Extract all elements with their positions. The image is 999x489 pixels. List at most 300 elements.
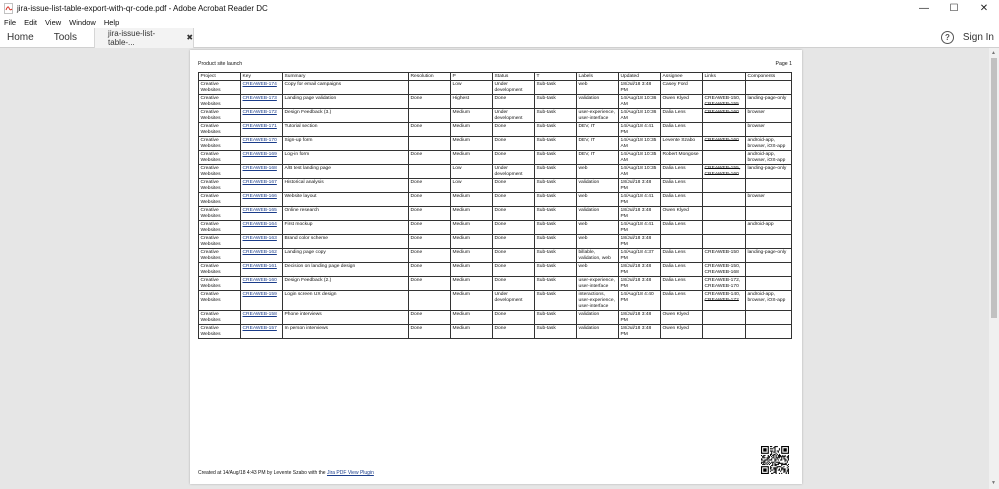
cell-components: browser	[746, 123, 792, 137]
cell-resolution: Done	[409, 95, 451, 109]
acrobat-pdf-icon	[4, 3, 14, 14]
issue-key-link[interactable]: CREAWEB-168	[242, 165, 277, 171]
cell-summary: Login screen UX design	[283, 291, 409, 311]
cell-summary: First mockup	[283, 221, 409, 235]
cell-updated: 14/Aug/18 4:41 PM	[619, 221, 661, 235]
home-link[interactable]: Home	[7, 32, 34, 43]
cell-links	[703, 151, 746, 165]
cell-t: Sub-task	[535, 249, 577, 263]
cell-t: Sub-task	[535, 151, 577, 165]
cell-links	[703, 235, 746, 249]
footer-text: Created at 14/Aug/18 4:43 PM by Levente Szabo with the	[198, 470, 327, 476]
column-header: Resolution	[409, 73, 451, 81]
cell-p: Low	[451, 165, 493, 179]
table-row	[199, 81, 792, 95]
cell-status: Under development	[493, 165, 535, 179]
cell-summary: Tutorial section	[283, 123, 409, 137]
cell-updated: 14/Aug/18 10:35 AM	[619, 137, 661, 151]
cell-links	[703, 207, 746, 221]
cell-labels: web	[577, 81, 619, 95]
menu-file[interactable]: File	[4, 18, 17, 27]
cell-resolution: Done	[409, 277, 451, 291]
cell-assignee: Dalia Lens	[661, 165, 703, 179]
cell-t: Sub-task	[535, 123, 577, 137]
cell-summary: Design Feedback (2.)	[283, 277, 409, 291]
cell-labels: web	[577, 193, 619, 207]
cell-key	[241, 81, 283, 95]
cell-updated: 18/Jul/18 3:48 PM	[619, 311, 661, 325]
cell-project: Creative Websites	[199, 137, 241, 151]
cell-project: Creative Websites	[199, 151, 241, 165]
column-header: Project	[199, 73, 241, 81]
cell-status: Done	[493, 151, 535, 165]
cell-project: Creative Websites	[199, 179, 241, 193]
cell-labels: user-experience, user-interface	[577, 109, 619, 123]
linked-issue: CREAWEB-150	[704, 249, 739, 255]
cell-resolution: Done	[409, 235, 451, 249]
cell-key	[241, 207, 283, 221]
close-window-button[interactable]: ✕	[979, 3, 989, 14]
cell-components	[746, 235, 792, 249]
cell-project: Creative Websites	[199, 123, 241, 137]
scroll-down-icon[interactable]: ▼	[991, 480, 996, 486]
cell-assignee: Dalia Lens	[661, 123, 703, 137]
table-row	[199, 193, 792, 207]
cell-resolution	[409, 109, 451, 123]
cell-summary: Online research	[283, 207, 409, 221]
cell-project: Creative Websites	[199, 291, 241, 311]
table-row	[199, 291, 792, 311]
cell-p: Medium	[451, 291, 493, 311]
issue-key-link[interactable]: CREAWEB-167	[242, 179, 277, 185]
cell-links	[703, 263, 746, 277]
issue-key-link[interactable]: CREAWEB-160	[242, 277, 277, 283]
cell-updated: 14/Aug/18 10:36 AM	[619, 109, 661, 123]
issue-key-link[interactable]: CREAWEB-165	[242, 207, 277, 213]
table-row	[199, 95, 792, 109]
cell-p: Medium	[451, 249, 493, 263]
scrollbar-thumb[interactable]	[991, 58, 997, 318]
cell-key	[241, 137, 283, 151]
cell-links	[703, 291, 746, 311]
cell-summary: Decision on landing page design	[283, 263, 409, 277]
cell-components: android-app	[746, 221, 792, 235]
cell-resolution: Done	[409, 325, 451, 339]
cell-components	[746, 207, 792, 221]
cell-status: Done	[493, 221, 535, 235]
cell-resolution: Done	[409, 179, 451, 193]
cell-assignee: Owen Klyed	[661, 95, 703, 109]
cell-assignee: Dalia Lens	[661, 179, 703, 193]
page-heading: Product site launch	[198, 61, 243, 67]
cell-labels: user-experience, user-interface	[577, 277, 619, 291]
tools-link[interactable]: Tools	[53, 32, 78, 43]
scroll-up-icon[interactable]: ▲	[991, 50, 996, 56]
cell-key	[241, 123, 283, 137]
linked-issue: CREAWEB-168	[704, 269, 739, 275]
cell-assignee: Dalia Lens	[661, 221, 703, 235]
cell-t: Sub-task	[535, 207, 577, 221]
cell-resolution: Done	[409, 193, 451, 207]
issue-key-link[interactable]: CREAWEB-164	[242, 221, 277, 227]
cell-summary: Landing page copy	[283, 249, 409, 263]
cell-project: Creative Websites	[199, 165, 241, 179]
cell-updated: 18/Jul/18 3:48 PM	[619, 81, 661, 95]
cell-resolution: Done	[409, 221, 451, 235]
cell-t: Sub-task	[535, 81, 577, 95]
cell-assignee: Dalia Lens	[661, 249, 703, 263]
column-header: Assignee	[661, 73, 703, 81]
column-header: Status	[493, 73, 535, 81]
table-row	[199, 325, 792, 339]
maximize-button[interactable]: ☐	[949, 3, 959, 14]
table-row	[199, 123, 792, 137]
cell-key	[241, 179, 283, 193]
cell-resolution: Done	[409, 123, 451, 137]
cell-t: Sub-task	[535, 235, 577, 249]
cell-labels: interactions, user-experience, user-interface	[577, 291, 619, 311]
cell-t: Sub-task	[535, 325, 577, 339]
cell-links	[703, 81, 746, 95]
table-header-row	[199, 73, 792, 81]
linked-issue: CREAWEB-170	[704, 283, 739, 289]
cell-components: android-app, browser, iOS-app	[746, 137, 792, 151]
cell-links	[703, 277, 746, 291]
cell-status: Done	[493, 325, 535, 339]
cell-assignee: Dalia Lens	[661, 291, 703, 311]
issue-key-link[interactable]: CREAWEB-170	[242, 137, 277, 143]
table-row	[199, 221, 792, 235]
cell-updated: 14/Aug/18 4:41 PM	[619, 123, 661, 137]
cell-key	[241, 249, 283, 263]
cell-summary: Log-in form	[283, 151, 409, 165]
cell-status: Done	[493, 277, 535, 291]
cell-updated: 14/Aug/18 10:36 AM	[619, 95, 661, 109]
cell-labels: billable, validation, web	[577, 249, 619, 263]
cell-status: Under development	[493, 81, 535, 95]
issue-table	[198, 72, 792, 339]
linked-issue: CREAWEB-150,	[704, 95, 741, 101]
cell-resolution	[409, 81, 451, 95]
cell-status: Done	[493, 207, 535, 221]
page-footer	[198, 470, 374, 476]
cell-resolution: Done	[409, 207, 451, 221]
issue-key-link[interactable]: CREAWEB-158	[242, 311, 277, 317]
cell-t: Sub-task	[535, 95, 577, 109]
cell-status: Done	[493, 95, 535, 109]
cell-p: Medium	[451, 263, 493, 277]
help-circle-icon[interactable]: ?	[941, 31, 954, 44]
cell-t: Sub-task	[535, 311, 577, 325]
cell-components	[746, 311, 792, 325]
cell-assignee: Dalia Lens	[661, 263, 703, 277]
cell-project: Creative Websites	[199, 249, 241, 263]
cell-labels: validation	[577, 325, 619, 339]
cell-t: Sub-task	[535, 193, 577, 207]
cell-labels: web	[577, 235, 619, 249]
cell-project: Creative Websites	[199, 277, 241, 291]
cell-resolution: Done	[409, 311, 451, 325]
cell-status: Done	[493, 123, 535, 137]
table-row	[199, 277, 792, 291]
cell-p: Medium	[451, 325, 493, 339]
issue-key-link[interactable]: CREAWEB-163	[242, 235, 277, 241]
table-row	[199, 151, 792, 165]
cell-project: Creative Websites	[199, 325, 241, 339]
cell-t: Sub-task	[535, 291, 577, 311]
cell-components: landing-page-only	[746, 95, 792, 109]
cell-p: Medium	[451, 221, 493, 235]
cell-labels: DEV, IT	[577, 151, 619, 165]
issue-key-link[interactable]: CREAWEB-166	[242, 193, 277, 199]
column-header: Labels	[577, 73, 619, 81]
linked-issue: CREAWEB-172,	[704, 277, 741, 283]
issue-key-link[interactable]: CREAWEB-159	[242, 291, 277, 297]
cell-assignee: Casey Ford	[661, 81, 703, 95]
issue-key-link[interactable]: CREAWEB-162	[242, 249, 277, 255]
cell-updated: 14/Aug/18 10:35 AM	[619, 165, 661, 179]
cell-p: Low	[451, 179, 493, 193]
cell-p: Medium	[451, 123, 493, 137]
cell-project: Creative Websites	[199, 263, 241, 277]
cell-key	[241, 193, 283, 207]
cell-summary: Phone interviews	[283, 311, 409, 325]
column-header: Summary	[283, 73, 409, 81]
issue-key-link[interactable]: CREAWEB-157	[242, 325, 277, 331]
cell-labels: validation	[577, 311, 619, 325]
cell-components: landing-page-only	[746, 249, 792, 263]
cell-key	[241, 165, 283, 179]
cell-project: Creative Websites	[199, 221, 241, 235]
cell-updated: 14/Aug/18 4:37 PM	[619, 249, 661, 263]
cell-t: Sub-task	[535, 179, 577, 193]
cell-p: Medium	[451, 137, 493, 151]
cell-status: Under development	[493, 109, 535, 123]
cell-assignee: Levente Szabo	[661, 137, 703, 151]
cell-summary: Brand color scheme	[283, 235, 409, 249]
column-header: Key	[241, 73, 283, 81]
close-tab-icon[interactable]: ✖	[186, 33, 194, 42]
cell-assignee: Robert Mongose	[661, 151, 703, 165]
column-header: Components	[746, 73, 792, 81]
cell-status: Done	[493, 193, 535, 207]
cell-updated: 18/Jul/18 3:48 PM	[619, 207, 661, 221]
cell-links	[703, 221, 746, 235]
cell-labels: web	[577, 263, 619, 277]
cell-updated: 18/Jul/18 3:48 PM	[619, 277, 661, 291]
cell-p: Highest	[451, 95, 493, 109]
issue-key-link[interactable]: CREAWEB-161	[242, 263, 277, 269]
cell-summary: Website layout	[283, 193, 409, 207]
cell-assignee	[661, 235, 703, 249]
table-row	[199, 109, 792, 123]
issue-key-link[interactable]: CREAWEB-174	[242, 81, 277, 87]
cell-t: Sub-task	[535, 263, 577, 277]
page-number: Page 1	[775, 61, 792, 67]
cell-p: Medium	[451, 151, 493, 165]
cell-links	[703, 109, 746, 123]
cell-links	[703, 165, 746, 179]
cell-links	[703, 137, 746, 151]
table-row	[199, 311, 792, 325]
cell-assignee: Dalia Lens	[661, 109, 703, 123]
issue-key-link[interactable]: CREAWEB-173	[242, 95, 277, 101]
cell-assignee: Owen Klyed	[661, 207, 703, 221]
cell-project: Creative Websites	[199, 109, 241, 123]
cell-labels: validation	[577, 179, 619, 193]
menu-bar	[0, 17, 999, 28]
cell-key	[241, 109, 283, 123]
cell-t: Sub-task	[535, 137, 577, 151]
linked-issue: CREAWEB-160	[704, 171, 739, 177]
cell-project: Creative Websites	[199, 193, 241, 207]
pdf-page	[190, 50, 802, 484]
cell-summary: Copy for email campaigns	[283, 81, 409, 95]
document-tab[interactable]	[94, 28, 194, 48]
table-row	[199, 249, 792, 263]
linked-issue: CREAWEB-155	[704, 101, 739, 107]
cell-key	[241, 263, 283, 277]
cell-resolution	[409, 137, 451, 151]
cell-t: Sub-task	[535, 165, 577, 179]
issue-key-link[interactable]: CREAWEB-169	[242, 151, 277, 157]
issue-key-link[interactable]: CREAWEB-172	[242, 109, 277, 115]
cell-p: Low	[451, 81, 493, 95]
cell-summary: Sign-up form	[283, 137, 409, 151]
cell-assignee: Dalia Lens	[661, 277, 703, 291]
table-row	[199, 165, 792, 179]
cell-key	[241, 325, 283, 339]
cell-p: Medium	[451, 277, 493, 291]
vertical-scrollbar[interactable]	[989, 48, 999, 489]
cell-assignee: Dalia Lens	[661, 193, 703, 207]
cell-p: Medium	[451, 311, 493, 325]
window-titlebar	[0, 0, 999, 17]
cell-key	[241, 311, 283, 325]
cell-key	[241, 221, 283, 235]
cell-assignee: Owen Klyed	[661, 325, 703, 339]
cell-labels: DEV, IT	[577, 137, 619, 151]
menu-view[interactable]: View	[45, 18, 62, 27]
cell-status: Done	[493, 137, 535, 151]
cell-summary: Design Feedback (3.)	[283, 109, 409, 123]
cell-key	[241, 151, 283, 165]
linked-issue: CREAWEB-160	[704, 109, 739, 115]
cell-summary: Historical analysis	[283, 179, 409, 193]
table-row	[199, 263, 792, 277]
cell-key	[241, 235, 283, 249]
cell-key	[241, 277, 283, 291]
linked-issue: CREAWEB-160	[704, 137, 739, 143]
plugin-link[interactable]: Jira PDF View Plugin	[326, 470, 374, 476]
cell-labels: validation	[577, 207, 619, 221]
cell-project: Creative Websites	[199, 207, 241, 221]
menu-help[interactable]: Help	[103, 18, 120, 27]
acrobat-toolbar	[0, 28, 999, 48]
cell-components	[746, 179, 792, 193]
linked-issue: CREAWEB-172	[704, 297, 739, 303]
issue-key-link[interactable]: CREAWEB-171	[242, 123, 277, 129]
cell-status: Done	[493, 235, 535, 249]
cell-resolution	[409, 165, 451, 179]
menu-edit[interactable]: Edit	[24, 18, 38, 27]
cell-t: Sub-task	[535, 109, 577, 123]
cell-resolution: Done	[409, 263, 451, 277]
cell-p: Medium	[451, 109, 493, 123]
cell-p: Medium	[451, 207, 493, 221]
minimize-button[interactable]: —	[919, 3, 929, 14]
linked-issue: CREAWEB-150,	[704, 263, 741, 269]
cell-components: android-app, browser, iOS-app	[746, 151, 792, 165]
menu-window[interactable]: Window	[69, 18, 96, 27]
cell-project: Creative Websites	[199, 311, 241, 325]
cell-summary: In person interviews	[283, 325, 409, 339]
cell-links	[703, 179, 746, 193]
cell-key	[241, 95, 283, 109]
linked-issue: CREAWEB-155,	[704, 165, 741, 171]
cell-project: Creative Websites	[199, 81, 241, 95]
cell-key	[241, 291, 283, 311]
table-row	[199, 137, 792, 151]
cell-t: Sub-task	[535, 221, 577, 235]
cell-links	[703, 325, 746, 339]
cell-project: Creative Websites	[199, 235, 241, 249]
cell-resolution: Done	[409, 249, 451, 263]
cell-status: Done	[493, 249, 535, 263]
cell-resolution	[409, 291, 451, 311]
cell-updated: 18/Jul/18 3:48 PM	[619, 263, 661, 277]
cell-status: Under development	[493, 291, 535, 311]
cell-labels: DEV, IT	[577, 123, 619, 137]
qr-code-icon	[761, 446, 789, 474]
cell-summary: A/B test landing page	[283, 165, 409, 179]
cell-t: Sub-task	[535, 277, 577, 291]
cell-status: Done	[493, 263, 535, 277]
cell-updated: 14/Aug/18 4:40 PM	[619, 291, 661, 311]
cell-labels: web	[577, 221, 619, 235]
table-row	[199, 235, 792, 249]
cell-links	[703, 311, 746, 325]
cell-components	[746, 263, 792, 277]
cell-updated: 18/Jul/18 3:48 PM	[619, 325, 661, 339]
table-row	[199, 179, 792, 193]
cell-status: Done	[493, 179, 535, 193]
cell-components: android-app, browser, iOS-app	[746, 291, 792, 311]
cell-resolution: Done	[409, 151, 451, 165]
window-title: jira-issue-list-table-export-with-qr-code.pdf - Adobe Acrobat Reader DC	[17, 4, 268, 13]
cell-assignee: Owen Klyed	[661, 311, 703, 325]
column-header: Links	[703, 73, 746, 81]
sign-in-button[interactable]: Sign In	[962, 32, 994, 43]
cell-summary: Landing page validation	[283, 95, 409, 109]
table-row	[199, 207, 792, 221]
linked-issue: CREAWEB-140,	[704, 291, 741, 297]
cell-updated: 18/Jul/18 3:48 PM	[619, 235, 661, 249]
cell-project: Creative Websites	[199, 95, 241, 109]
cell-links	[703, 95, 746, 109]
cell-links	[703, 123, 746, 137]
cell-links	[703, 193, 746, 207]
cell-components: browser	[746, 193, 792, 207]
cell-components: landing-page-only	[746, 165, 792, 179]
cell-p: Medium	[451, 193, 493, 207]
cell-updated: 18/Jul/18 3:48 PM	[619, 179, 661, 193]
cell-updated: 14/Aug/18 10:35 AM	[619, 151, 661, 165]
cell-links	[703, 249, 746, 263]
cell-status: Done	[493, 311, 535, 325]
cell-components	[746, 81, 792, 95]
cell-components	[746, 325, 792, 339]
